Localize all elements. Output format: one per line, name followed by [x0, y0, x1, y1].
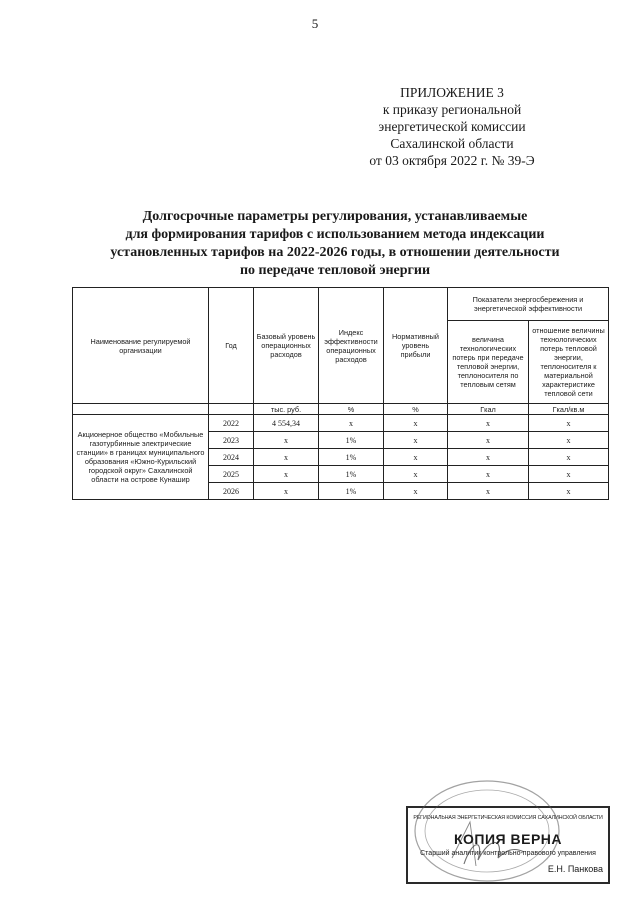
cell-year: 2023 — [209, 432, 254, 449]
appendix-line: Сахалинской области — [390, 136, 514, 151]
header-losses: величина технологических потерь при передаче тепловой энергии, теплоносителя по тепловым сетям — [448, 321, 529, 404]
cell-ratio: х — [529, 466, 609, 483]
cell-ratio: х — [529, 432, 609, 449]
organization-name: Акционерное общество «Мобильные газотурбинные электрические станции» в границах муниципального образования «Южно-Курильский городской округ» Сахалинской области на острове Кунашир — [73, 415, 209, 500]
header-base-opex: Базовый уровень операционных расходов — [254, 288, 319, 404]
appendix-header — [332, 84, 572, 169]
cell-losses: х — [448, 466, 529, 483]
copy-verified-label: КОПИЯ ВЕРНА — [453, 831, 563, 847]
cell-year: 2026 — [209, 483, 254, 500]
unit-index: % — [319, 404, 384, 415]
cell-year: 2022 — [209, 415, 254, 432]
cell-losses: х — [448, 483, 529, 500]
page-number: 5 — [311, 16, 319, 31]
header-year: Год — [209, 288, 254, 404]
stamp-organization: РЕГИОНАЛЬНАЯ ЭНЕРГЕТИЧЕСКАЯ КОМИССИЯ САХАЛИНСКОЙ ОБЛАСТИ — [413, 815, 603, 821]
unit-losses: Гкал — [448, 404, 529, 415]
unit-ratio: Гкал/кв.м — [529, 404, 609, 415]
header-org: Наименование регулируемой организации — [73, 288, 209, 404]
header-energy-group: Показатели энергосбережения и энергетической эффективности — [448, 288, 609, 321]
certification-stamp — [406, 806, 610, 884]
cell-base: х — [254, 483, 319, 500]
header-efficiency-index: Индекс эффективности операционных расходов — [319, 288, 384, 404]
table-row — [73, 415, 609, 432]
appendix-title: ПРИЛОЖЕНИЕ 3 — [400, 85, 504, 100]
cell-profit: х — [384, 449, 448, 466]
title-line: установленных тарифов на 2022-2026 годы, в отношении деятельности — [110, 245, 560, 260]
header-loss-ratio: отношение величины технологических потерь тепловой энергии, теплоносителя к материальной характеристике тепловой сети — [529, 321, 609, 404]
cell-index: х — [319, 415, 384, 432]
cell-base: х — [254, 466, 319, 483]
parameters-table — [72, 287, 609, 500]
header-profit-level: Нормативный уровень прибыли — [384, 288, 448, 404]
cell-base: х — [254, 449, 319, 466]
units-empty-org — [73, 404, 209, 415]
cell-index: 1% — [319, 483, 384, 500]
unit-profit: % — [384, 404, 448, 415]
cell-profit: х — [384, 466, 448, 483]
cell-base: х — [254, 432, 319, 449]
title-line: по передаче тепловой энергии — [239, 263, 431, 278]
cell-losses: х — [448, 449, 529, 466]
cell-base: 4 554,34 — [254, 415, 319, 432]
cell-index: 1% — [319, 449, 384, 466]
cell-profit: х — [384, 432, 448, 449]
cell-ratio: х — [529, 415, 609, 432]
appendix-line: к приказу региональной — [382, 102, 522, 117]
title-line: для формирования тарифов с использованием метода индексации — [125, 227, 545, 242]
cell-index: 1% — [319, 466, 384, 483]
cell-losses: х — [448, 432, 529, 449]
cell-index: 1% — [319, 432, 384, 449]
units-empty-year — [209, 404, 254, 415]
document-title — [70, 208, 600, 280]
stamp-signer: Е.Н. Панкова — [547, 864, 603, 874]
cell-ratio: х — [529, 483, 609, 500]
title-line: Долгосрочные параметры регулирования, устанавливаемые — [142, 209, 528, 224]
cell-profit: х — [384, 415, 448, 432]
appendix-line: энергетической комиссии — [378, 119, 526, 134]
cell-year: 2025 — [209, 466, 254, 483]
cell-losses: х — [448, 415, 529, 432]
cell-profit: х — [384, 483, 448, 500]
unit-base: тыс. руб. — [254, 404, 319, 415]
cell-year: 2024 — [209, 449, 254, 466]
cell-ratio: х — [529, 449, 609, 466]
stamp-position: Старший аналитик контрольно-правового управления — [420, 850, 596, 857]
appendix-line: от 03 октября 2022 г. № 39-Э — [369, 153, 535, 168]
